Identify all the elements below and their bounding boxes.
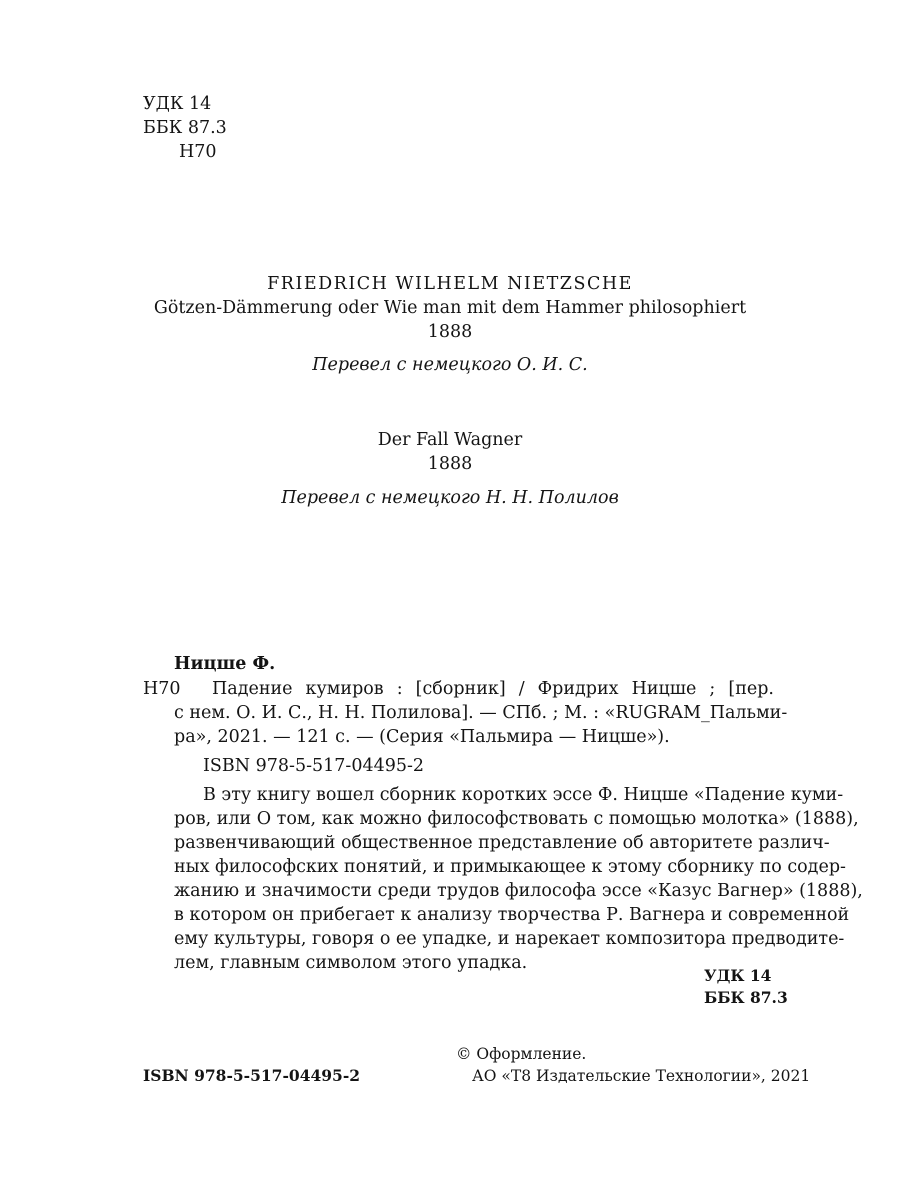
original-year-1: 1888: [427, 322, 473, 342]
original-author: FRIEDRICH WILHELM NIETZSCHE: [267, 274, 633, 294]
record-heading: Ницше Ф.: [174, 654, 276, 674]
original-title-1: Götzen-Dämmerung oder Wie man mit dem Hammer philosophiert: [153, 298, 747, 318]
record-isbn: ISBN 978-5-517-04495-2: [203, 756, 425, 776]
record-description-line: ра», 2021. — 121 с. — (Серия «Пальмира — Ницше»).: [174, 727, 670, 747]
udk-top: УДК 14: [143, 94, 212, 114]
record-description-line: с нем. О. И. С., Н. Н. Полилова]. — СПб. ; М. : «RUGRAM_Пальми-: [174, 703, 788, 723]
footer-isbn: ISBN 978-5-517-04495-2: [143, 1066, 361, 1085]
author-sign-top: Н70: [179, 142, 217, 162]
annotation-line: лем, главным символом этого упадка.: [174, 953, 528, 973]
annotation-line: ров, или О том, как можно философствовать с помощью молотка» (1888),: [174, 809, 859, 829]
annotation-line: в котором он прибегает к анализу творчества Р. Вагнера и современной: [174, 905, 850, 925]
copyright-design: © Оформление.: [456, 1045, 587, 1063]
annotation-line: развенчивающий общественное представление об авторитете различ-: [174, 833, 830, 853]
record-description-line: Падение кумиров : [сборник] / Фридрих Ницше ; [пер.: [212, 679, 774, 699]
udk-bottom: УДК 14: [704, 966, 772, 985]
copyright-publisher: АО «Т8 Издательские Технологии», 2021: [472, 1067, 811, 1085]
original-title-2: Der Fall Wagner: [377, 430, 523, 450]
annotation-line: В эту книгу вошел сборник коротких эссе Ф. Ницше «Падение куми-: [203, 785, 844, 805]
bbk-top: ББК 87.3: [143, 118, 227, 138]
original-year-2: 1888: [427, 454, 473, 474]
annotation-line: жанию и значимости среди трудов философа эссе «Казус Вагнер» (1888),: [174, 881, 863, 901]
bbk-bottom: ББК 87.3: [704, 988, 788, 1007]
translator-1: Перевел с немецкого О. И. С.: [312, 355, 588, 375]
annotation-line: ных философских понятий, и примыкающее к этому сборнику по содер-: [174, 857, 846, 877]
annotation-line: ему культуры, говоря о ее упадке, и нарекает композитора предводите-: [174, 929, 845, 949]
translator-2: Перевел с немецкого Н. Н. Полилов: [281, 488, 619, 508]
record-author-sign: Н70: [143, 679, 181, 699]
